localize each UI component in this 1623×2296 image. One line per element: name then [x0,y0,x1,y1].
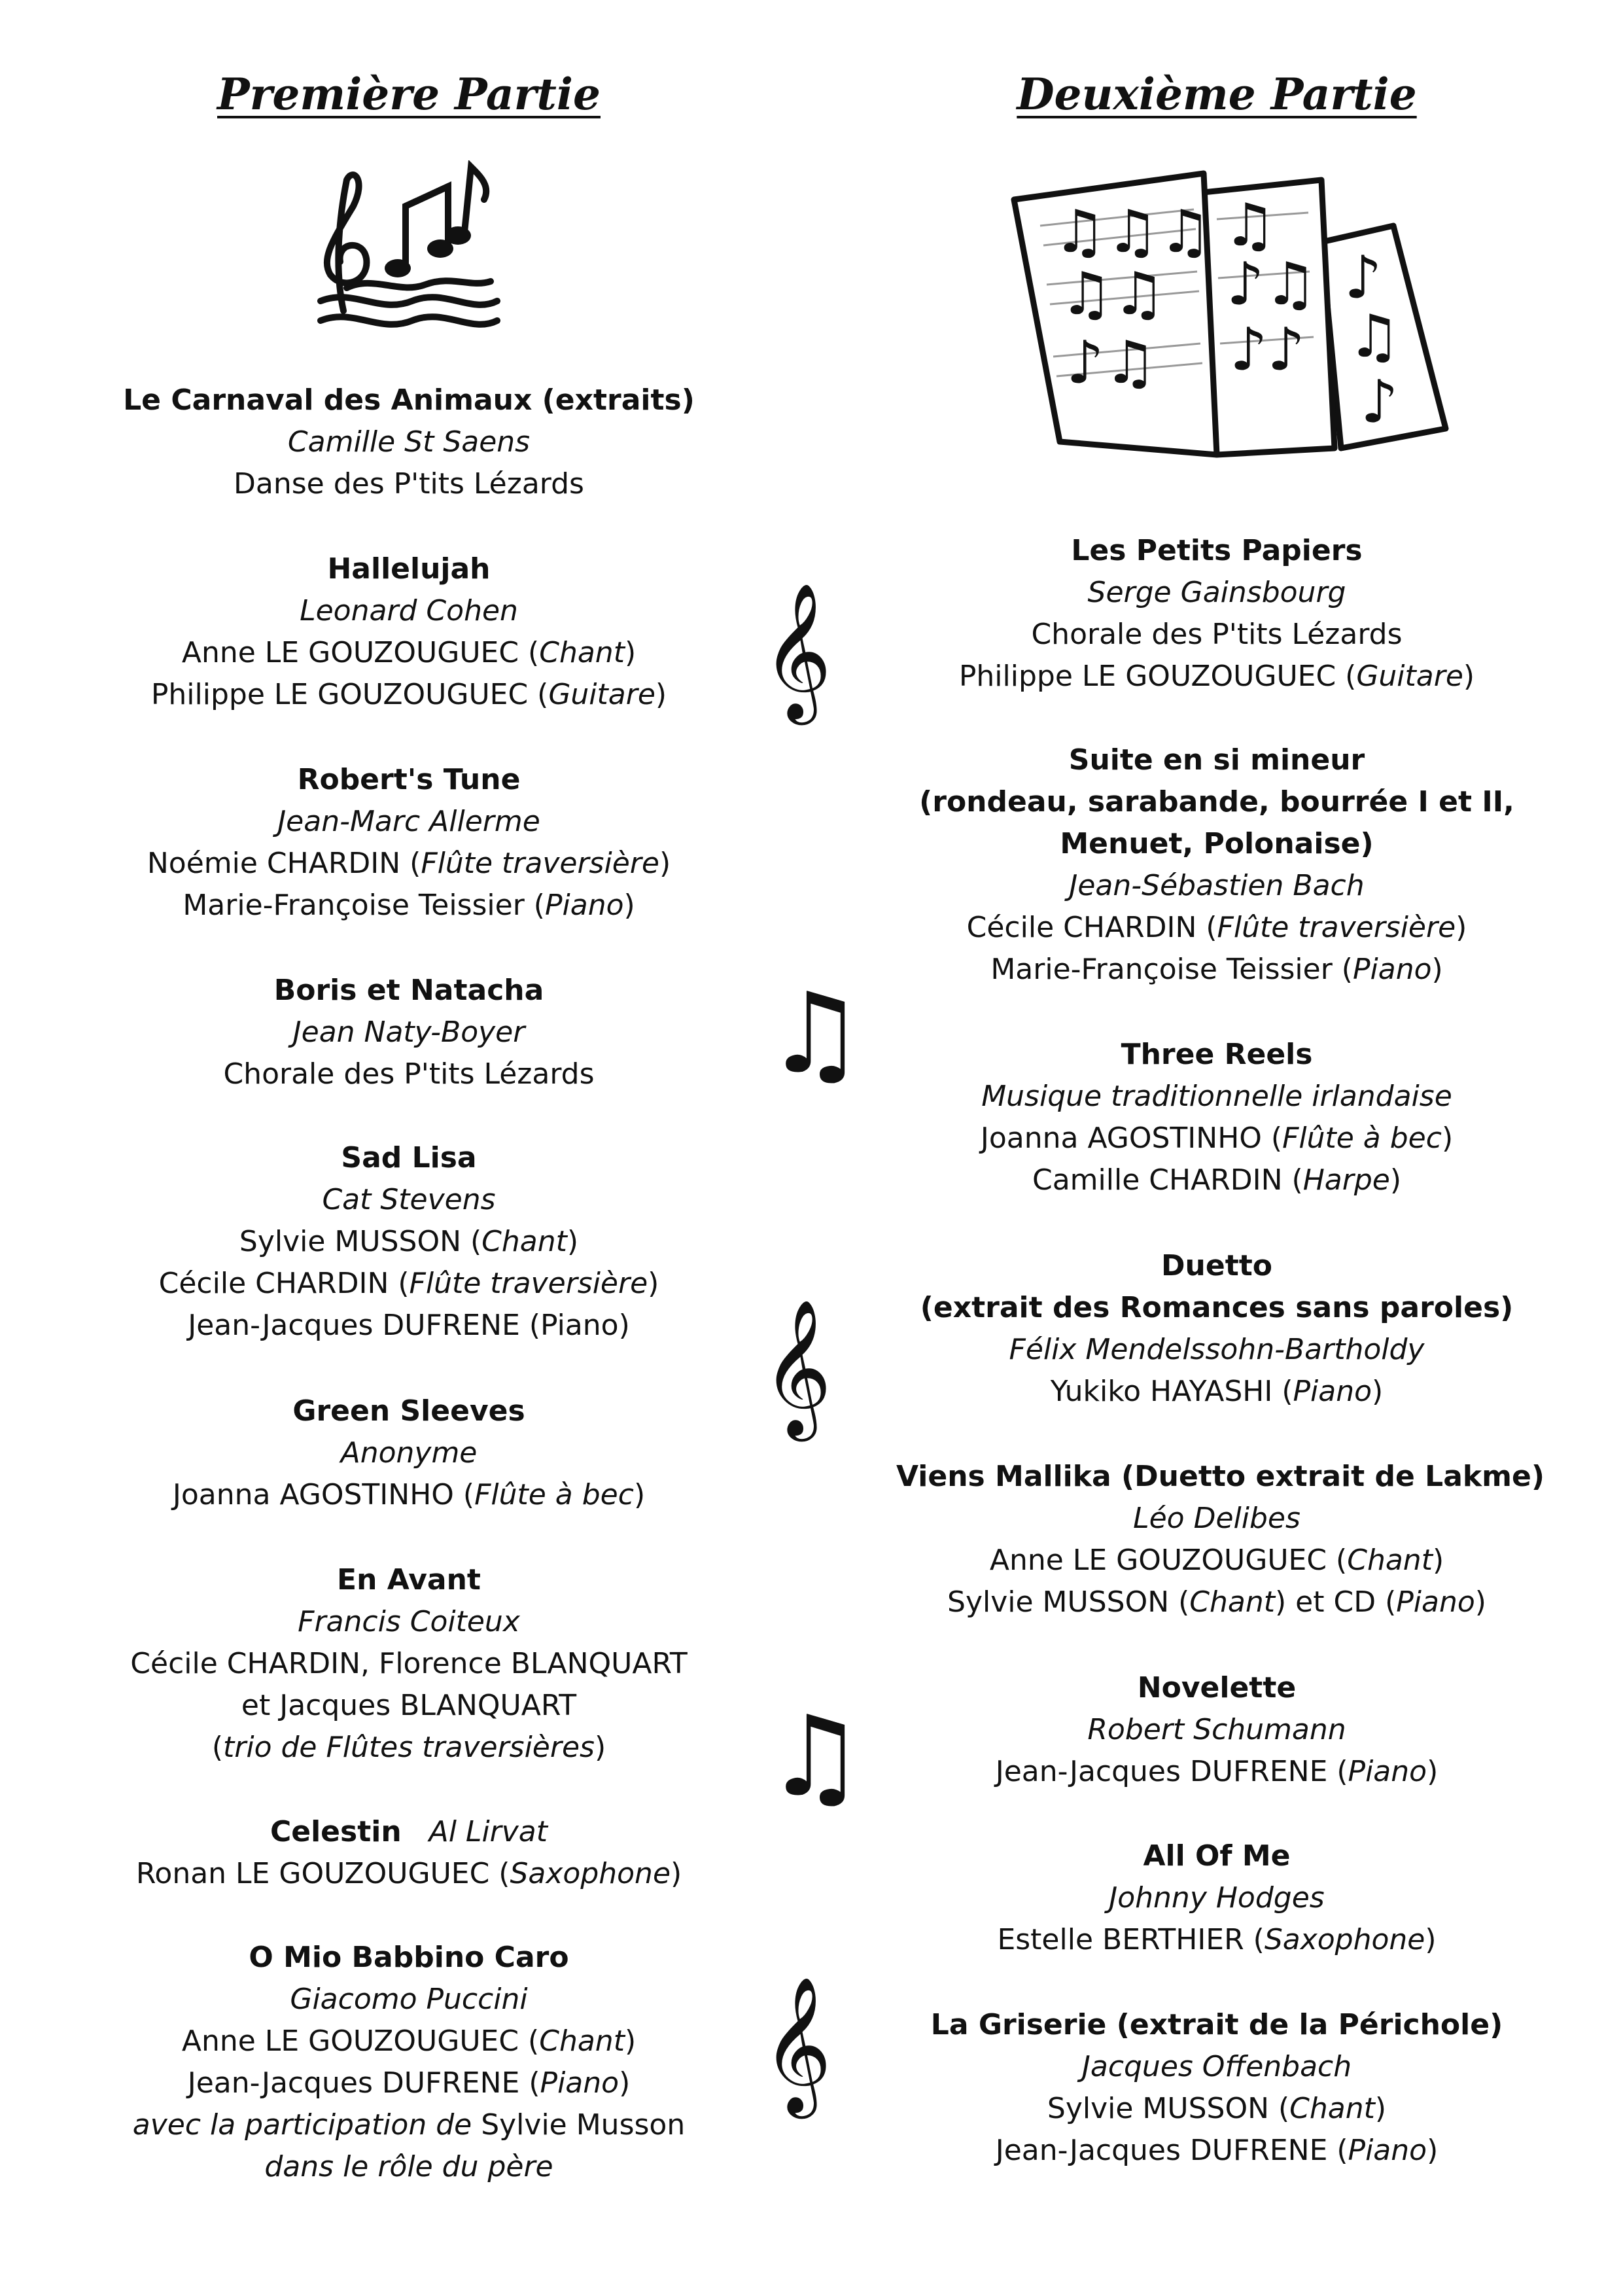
piece [98,1811,720,1895]
performer: Danse des P'tits Lézards [234,467,584,501]
piece [896,1034,1537,1201]
performer: Philippe LE GOUZOUGUEC (Guitare) [150,678,667,711]
piece [98,970,720,1095]
piece [98,1559,720,1769]
piece [896,739,1537,991]
performer: Sylvie MUSSON (Chant) [239,1225,579,1258]
piece-composer: Francis Coiteux [298,1605,520,1638]
piece-composer: Musique traditionnelle irlandaise [981,1080,1452,1113]
piece-title-cont: (extrait des Romances sans paroles) [920,1291,1514,1324]
piece-title: Three Reels [1121,1038,1313,1071]
piece-title: Les Petits Papiers [1071,534,1363,567]
performer: Sylvie MUSSON (Chant) [1047,2092,1387,2125]
svg-text:♪♫: ♪♫ [1227,250,1318,319]
piece-composer: Cat Stevens [322,1183,496,1216]
piece-composer: Robert Schumann [1087,1713,1346,1746]
performer: Joanna AGOSTINHO (Flûte à bec) [172,1478,646,1511]
piece [98,548,720,716]
piece [896,1835,1537,1961]
piece-title: Viens Mallika (Duetto extrait de Lakme) [896,1460,1544,1493]
sheet-music-icon [1001,147,1623,461]
piece-title: Celestin [270,1815,402,1848]
svg-text:♪♪: ♪♪ [1230,315,1305,384]
svg-text:♫♫♫: ♫♫♫ [1053,198,1212,266]
piece-composer: Camille St Saens [287,425,531,459]
treble-clef-icon: 𝄞 [762,1299,832,1436]
piece [98,1137,720,1347]
svg-text:♪: ♪ [1361,368,1399,436]
piece-composer: Félix Mendelssohn-Bartholdy [1009,1333,1425,1366]
performer: Sylvie MUSSON (Chant) et CD (Piano) [947,1585,1486,1619]
svg-text:♫♫: ♫♫ [1060,260,1166,328]
performer: Anne LE GOUZOUGUEC (Chant) [181,2024,637,2058]
performer: Estelle BERTHIER (Saxophone) [997,1923,1437,1956]
performer: Marie-Françoise Teissier (Piano) [990,953,1443,986]
performer: Jean-Jacques DUFRENE (Piano) [187,2066,631,2100]
piece-title: Green Sleeves [292,1394,525,1428]
piece-title: Duetto [1161,1249,1272,1282]
piece [896,530,1537,698]
piece [896,1667,1537,1793]
performer: Anne LE GOUZOUGUEC (Chant) [989,1544,1444,1577]
piece-note: avec la participation de Sylvie Musson [132,2108,686,2142]
performer: Ronan LE GOUZOUGUEC (Saxophone) [135,1857,682,1890]
performer: Jean-Jacques DUFRENE (Piano) [995,2134,1439,2167]
piece-composer: Jean-Marc Allerme [277,805,540,838]
piece [98,1937,720,2188]
piece-title-line [98,1811,720,1853]
piece-title: Suite en si mineur [1068,743,1365,777]
heading-deuxieme-partie: Deuxième Partie [1017,69,1417,120]
music-clef-wave-icon [307,160,504,344]
svg-text:♪♫: ♪♫ [1066,328,1157,397]
piece-title: Novelette [1137,1671,1297,1704]
treble-clef-icon: 𝄞 [762,1976,832,2113]
eighth-notes-icon: ♫ [765,1692,865,1822]
piece-composer: Al Lirvat [428,1815,548,1848]
piece [98,1390,720,1516]
piece-title: Sad Lisa [341,1141,477,1174]
piece-composer: Giacomo Puccini [290,1983,528,2016]
piece [98,759,720,927]
performer: (trio de Flûtes traversières) [211,1731,606,1764]
performer: Joanna AGOSTINHO (Flûte à bec) [980,1122,1454,1155]
piece-title: O Mio Babbino Caro [249,1941,569,1974]
piece-composer: Jacques Offenbach [1081,2050,1352,2083]
piece-composer: Léo Delibes [1133,1502,1300,1535]
performer: Cécile CHARDIN (Flûte traversière) [158,1267,659,1300]
piece-title: Le Carnaval des Animaux (extraits) [123,383,695,417]
performer: Jean-Jacques DUFRENE (Piano) [188,1309,630,1342]
svg-text:♪: ♪ [1344,243,1382,312]
svg-text:♫: ♫ [1348,302,1401,371]
piece-composer: Jean-Sébastien Bach [1069,869,1365,902]
svg-text:♫: ♫ [1223,191,1276,260]
performer: Marie-Françoise Teissier (Piano) [183,889,635,922]
piece-title-cont: (rondeau, sarabande, bourrée I et II, [919,785,1514,819]
piece-title: En Avant [337,1563,481,1597]
piece-title: Hallelujah [327,552,491,586]
performer: Camille CHARDIN (Harpe) [1032,1163,1401,1197]
performer: Philippe LE GOUZOUGUEC (Guitare) [958,660,1475,693]
performer: Jean-Jacques DUFRENE (Piano) [995,1755,1439,1788]
piece [98,380,720,505]
performer: Chorale des P'tits Lézards [1031,618,1403,651]
piece-title: Robert's Tune [297,763,521,796]
piece-note: dans le rôle du père [264,2150,553,2183]
treble-clef-icon: 𝄞 [762,582,832,719]
piece-composer: Anonyme [340,1436,478,1470]
piece-title-cont: Menuet, Polonaise) [1060,827,1374,860]
piece-title: La Griserie (extrait de la Périchole) [930,2008,1503,2041]
performer: Chorale des P'tits Lézards [223,1057,595,1091]
piece-composer: Jean Naty-Boyer [292,1016,525,1049]
piece [896,1245,1537,1413]
performer: Cécile CHARDIN (Flûte traversière) [966,911,1467,944]
piece-title: All Of Me [1143,1839,1291,1873]
performer: Cécile CHARDIN, Florence BLANQUART [130,1647,688,1680]
piece [896,2004,1537,2172]
piece-title: Boris et Natacha [273,974,544,1007]
eighth-notes-icon: ♫ [765,969,865,1099]
piece-composer: Serge Gainsbourg [1087,576,1346,609]
piece-composer: Johnny Hodges [1109,1881,1325,1915]
piece-composer: Leonard Cohen [300,594,518,627]
performer: Yukiko HAYASHI (Piano) [1050,1375,1384,1408]
performer: et Jacques BLANQUART [241,1689,577,1722]
performer: Anne LE GOUZOUGUEC (Chant) [181,636,637,669]
performer: Noémie CHARDIN (Flûte traversière) [147,847,671,880]
piece [896,1456,1544,1623]
heading-premiere-partie: Première Partie [217,69,601,120]
